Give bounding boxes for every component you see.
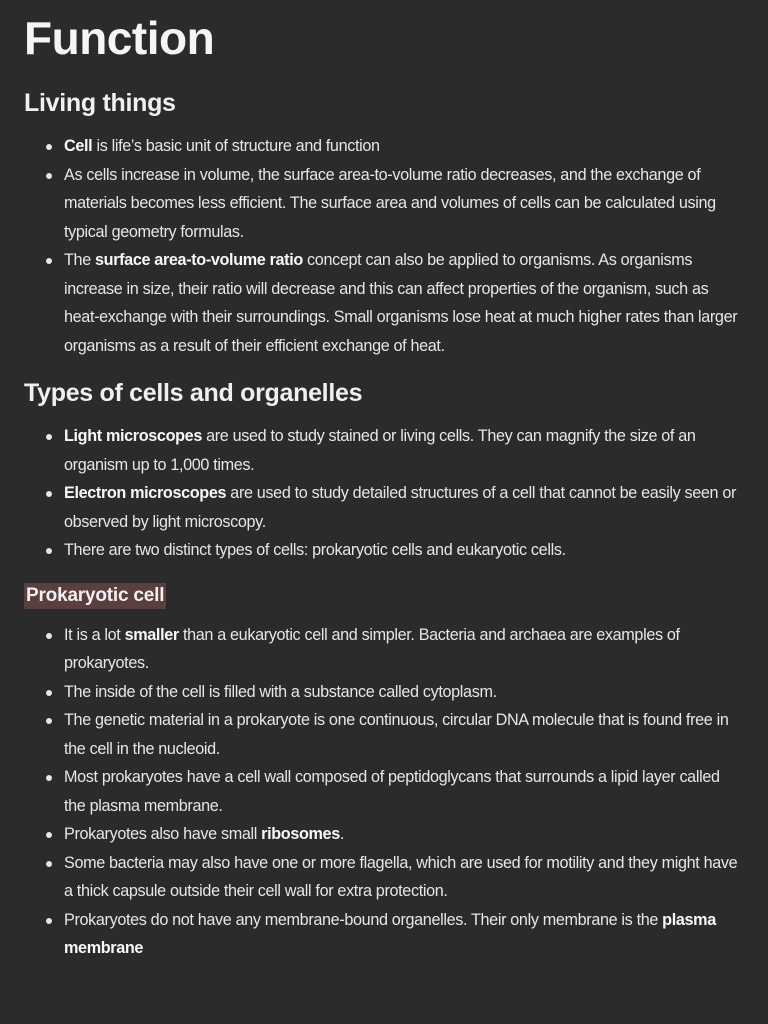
bold-term: surface area-to-volume ratio bbox=[95, 251, 303, 269]
list-item bbox=[64, 536, 744, 565]
list-item bbox=[64, 621, 744, 678]
list-item bbox=[64, 246, 744, 360]
list-item bbox=[64, 132, 744, 161]
item-text: concept can also be applied to organisms. As organisms increase in size, their ratio will decrease and this can affect properties of the organism, such as heat-exchange with their surroundings. Small organisms lose heat at much higher rates than larger organisms as a result of their efficient exchange of heat. bbox=[64, 251, 738, 355]
item-text: Most prokaryotes have a cell wall composed of peptidoglycans that surrounds a lipid layer called the plasma membrane. bbox=[64, 768, 720, 815]
item-text: are used to study stained or living cells. They can magnify the size of an organism up to 1,000 times. bbox=[64, 427, 696, 474]
item-text: is life’s basic unit of structure and function bbox=[92, 137, 380, 155]
section-heading-prokaryotic-cell: Prokaryotic cell bbox=[24, 583, 166, 609]
bold-term: Electron microscopes bbox=[64, 484, 227, 502]
list-item bbox=[64, 706, 744, 763]
section-heading-living-things: Living things bbox=[24, 89, 176, 117]
item-text: Some bacteria may also have one or more flagella, which are used for motility and they might have a thick capsule outside their cell wall for extra protection. bbox=[64, 853, 738, 900]
bold-term: smaller bbox=[124, 625, 179, 644]
page-title: Function bbox=[24, 12, 215, 64]
item-text: are used to study detailed structures of a cell that cannot be easily seen or observed by light microscopy. bbox=[64, 484, 737, 531]
list-item bbox=[64, 161, 744, 247]
item-text: Prokaryotes do not have any membrane-bound organelles. Their only membrane is the bbox=[64, 910, 663, 929]
list-item bbox=[64, 422, 744, 479]
list-item bbox=[64, 678, 744, 707]
item-text: . bbox=[339, 825, 345, 843]
item-text: Prokaryotes also have small bbox=[64, 825, 262, 843]
item-text: The genetic material in a prokaryote is one continuous, circular DNA molecule that is found free in the cell in the nucleoid. bbox=[64, 711, 729, 758]
living-things-list bbox=[24, 132, 744, 360]
item-text: than a eukaryotic cell and simpler. Bacteria and archaea are examples of prokaryotes. bbox=[64, 625, 680, 672]
bold-term: Light microscopes bbox=[64, 427, 202, 445]
bold-term: plasma membrane bbox=[64, 910, 716, 957]
bold-term: ribosomes bbox=[261, 825, 340, 843]
list-item bbox=[64, 849, 744, 906]
item-text: The inside of the cell is filled with a substance called cytoplasm. bbox=[64, 682, 497, 701]
list-item bbox=[64, 763, 744, 820]
list-item bbox=[64, 820, 744, 849]
item-text: As cells increase in volume, the surface area-to-volume ratio decreases, and the exchange of materials becomes less efficient. The surface area and volumes of cells can be calculated using typical geometry formulas. bbox=[64, 165, 716, 241]
item-text: There are two distinct types of cells: prokaryotic cells and eukaryotic cells. bbox=[64, 541, 566, 559]
prokaryotic-heading-wrap bbox=[24, 583, 744, 609]
section-heading-types-of-cells: Types of cells and organelles bbox=[24, 379, 363, 407]
item-text: It is a lot bbox=[64, 625, 125, 644]
list-item bbox=[64, 479, 744, 536]
item-text: The bbox=[64, 251, 95, 269]
prokaryotic-cell-list bbox=[24, 621, 744, 963]
types-of-cells-list bbox=[24, 422, 744, 565]
list-item bbox=[64, 906, 744, 963]
bold-term: Cell bbox=[64, 137, 93, 155]
